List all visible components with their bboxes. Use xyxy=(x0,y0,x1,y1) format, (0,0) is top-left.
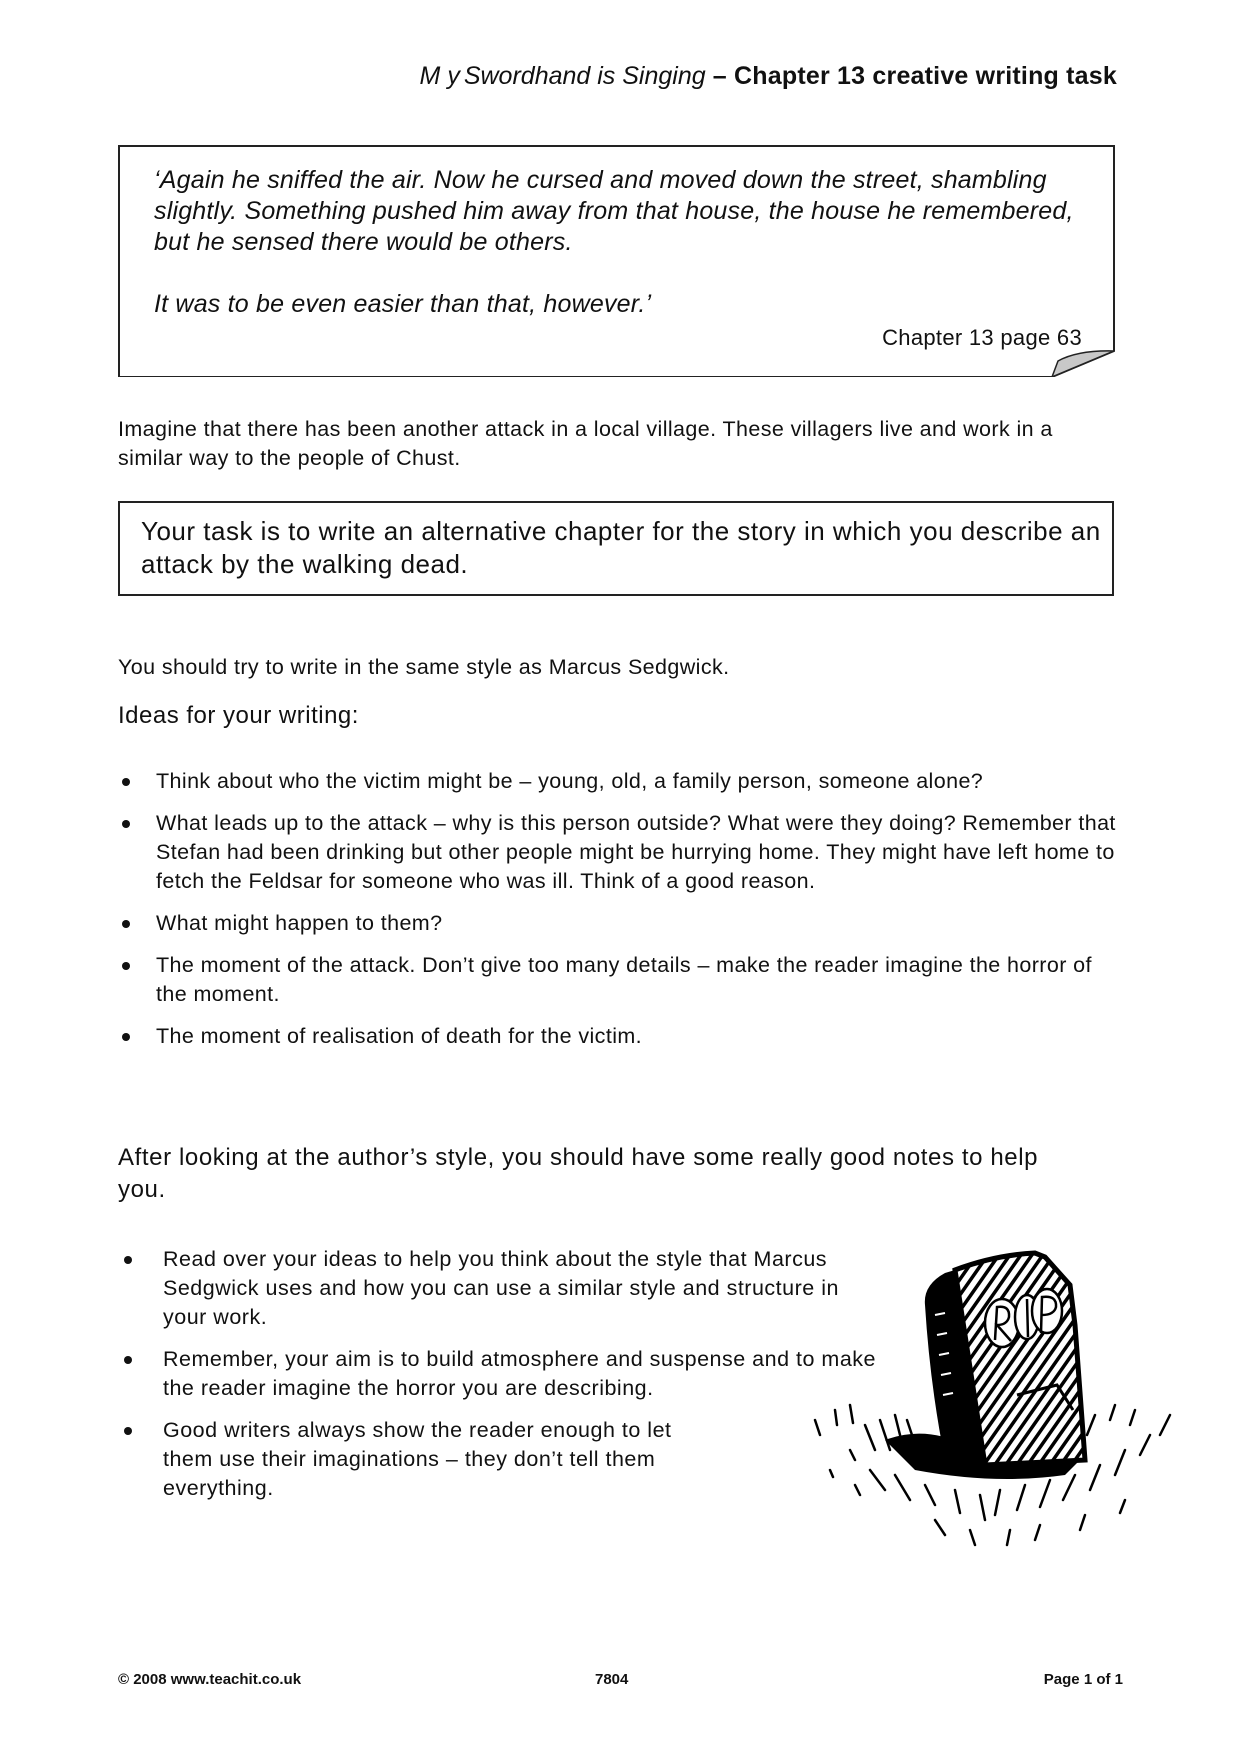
footer-page-number: Page 1 of 1 xyxy=(1043,1671,1123,1688)
bullet-icon xyxy=(124,1256,132,1264)
bullet-icon xyxy=(122,1033,130,1041)
footer-resource-code: 7804 xyxy=(595,1671,629,1688)
list-item xyxy=(118,1245,878,1332)
list-item xyxy=(118,909,1118,938)
quote-paragraph: ‘Again he sniffed the air. Now he cursed and moved down the street, shambling slightly. Something pushed him away from that house, the house he remembered, but he sensed there would be others. xyxy=(154,166,1074,256)
list-item-text: The moment of realisation of death for the victim. xyxy=(156,1024,643,1048)
list-item-text: What leads up to the attack – why is this person outside? What were they doing? Remember that Stefan had been drinking but other people might be hurrying home. They might have left home to fetch the Feldsar for someone who was ill. Think of a good reason. xyxy=(156,811,1116,893)
list-item xyxy=(118,809,1118,896)
bullet-icon xyxy=(124,1427,132,1435)
bullet-icon xyxy=(122,920,130,928)
quote-box xyxy=(118,145,1116,377)
ideas-heading: Ideas for your writing: xyxy=(118,702,359,729)
book-title-part1: M y xyxy=(419,62,460,90)
task-box: Your task is to write an alternative chapter for the story in which you describe an attack by the walking dead. xyxy=(118,501,1114,596)
footer xyxy=(118,1671,1123,1695)
page-title xyxy=(420,62,1117,91)
bullet-icon xyxy=(122,962,130,970)
list-item xyxy=(118,1416,718,1503)
bullet-icon xyxy=(122,778,130,786)
notes-list xyxy=(118,1245,878,1516)
intro-paragraph: Imagine that there has been another attack in a local village. These villagers live and work in a similar way to the people of Chust. xyxy=(118,417,1053,470)
bullet-icon xyxy=(122,820,130,828)
tombstone-icon xyxy=(795,1245,1185,1565)
list-item-text: Good writers always show the reader enough to let them use their imaginations – they don’t tell them everything. xyxy=(163,1418,672,1500)
style-note: You should try to write in the same style as Marcus Sedgwick. xyxy=(118,655,730,679)
list-item-text: Remember, your aim is to build atmosphere and suspense and to make the reader imagine the horror you are describing. xyxy=(163,1347,877,1400)
ideas-list xyxy=(118,767,1118,1064)
bullet-icon xyxy=(124,1356,132,1364)
list-item xyxy=(118,767,1118,796)
quote-paragraph: It was to be even easier than that, however.’ xyxy=(154,290,652,318)
quote-reference: Chapter 13 page 63 xyxy=(882,325,1082,350)
book-title-part2: Swordhand is Singing xyxy=(463,62,706,90)
list-item-text: Think about who the victim might be – young, old, a family person, someone alone? xyxy=(156,769,984,793)
quote-text xyxy=(154,165,1074,320)
list-item-text: What might happen to them? xyxy=(156,911,443,935)
list-item xyxy=(118,951,1118,1009)
after-paragraph: After looking at the author’s style, you should have some really good notes to help you. xyxy=(118,1144,1039,1203)
task-title: – Chapter 13 creative writing task xyxy=(705,62,1117,90)
list-item-text: The moment of the attack. Don’t give too many details – make the reader imagine the horror of the moment. xyxy=(156,953,1092,1006)
list-item xyxy=(118,1345,878,1403)
list-item xyxy=(118,1022,1118,1051)
footer-copyright: © 2008 www.teachit.co.uk xyxy=(118,1671,302,1688)
list-item-text: Read over your ideas to help you think about the style that Marcus Sedgwick uses and how you can use a similar style and structure in your work. xyxy=(163,1247,839,1329)
